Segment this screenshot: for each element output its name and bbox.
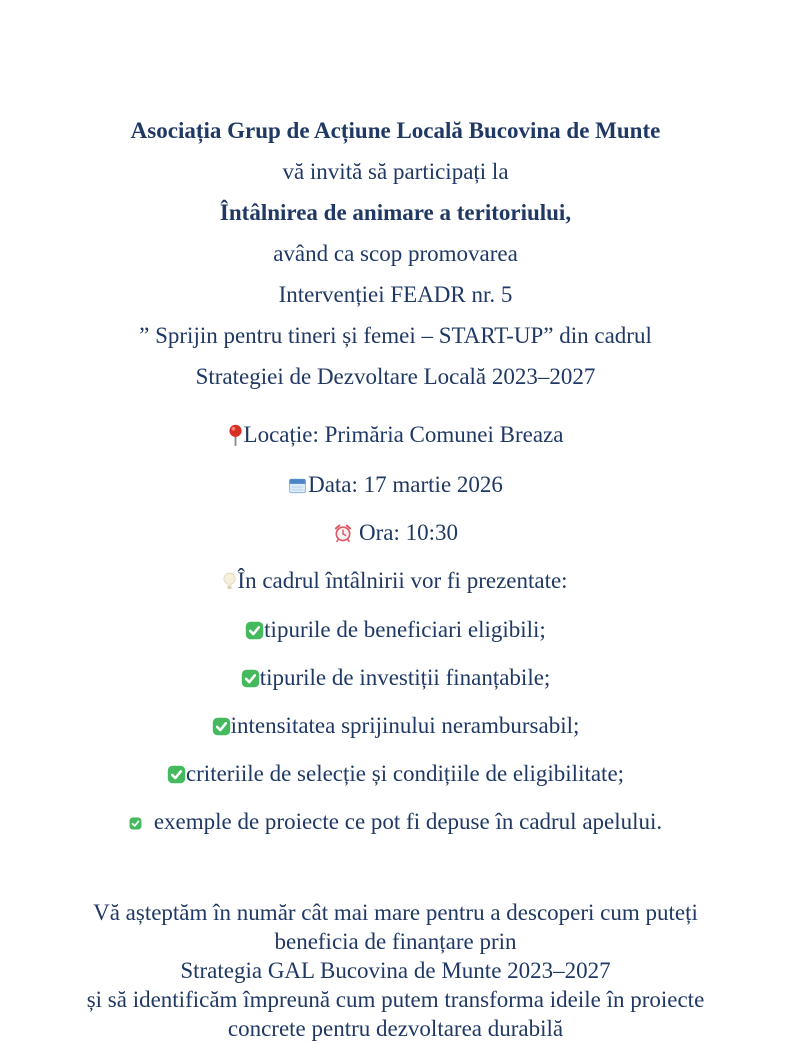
closing-line: Strategia GAL Bucovina de Munte 2023–2027 <box>180 958 611 983</box>
check-mark-icon <box>212 706 231 751</box>
program-name-line: ” Sprijin pentru tineri și femei – START-UP” din cadrul <box>139 323 652 348</box>
intro-label: În cadrul întâlnirii vor fi prezentate: <box>237 568 568 593</box>
alarm-clock-icon <box>333 513 353 558</box>
checklist-item-label: tipurile de beneficiari eligibili; <box>264 617 546 642</box>
purpose-line: având ca scop promovarea <box>273 241 518 266</box>
check-mark-icon <box>241 658 260 703</box>
check-mark-icon <box>129 800 142 845</box>
check-mark-icon <box>167 754 186 799</box>
checklist-item <box>0 799 791 845</box>
checklist-item-label: criteriile de selecție și condițiile de eligibilitate; <box>185 761 625 786</box>
checklist-item <box>0 703 791 751</box>
invitation-line: vă invită să participați la <box>282 159 509 184</box>
closing-line: Vă așteptăm în număr cât mai mare pentru a descoperi cum puteți <box>93 900 698 925</box>
organization-title: Asociația Grup de Acțiune Locală Bucovina de Munte <box>130 118 661 143</box>
date-label: Data: 17 martie 2026 <box>308 472 503 497</box>
calendar-icon <box>288 465 307 510</box>
closing-line: și să identificăm împreună cum putem transforma ideile în proiecte <box>86 987 705 1012</box>
closing-paragraph <box>0 898 791 1043</box>
time-label: Ora: 10:30 <box>358 520 458 545</box>
closing-line: beneficia de finanțare prin <box>274 929 517 954</box>
checklist-item <box>0 655 791 703</box>
strategy-line: Strategiei de Dezvoltare Locală 2023–2027 <box>195 364 596 389</box>
event-title: Întâlnirea de animare a teritoriului, <box>219 200 572 225</box>
time-line <box>0 510 791 558</box>
closing-line: concrete pentru dezvoltarea durabilă <box>227 1016 564 1041</box>
checklist-item <box>0 751 791 799</box>
date-line <box>0 462 791 510</box>
header-block <box>0 0 791 397</box>
intro-line <box>0 558 791 607</box>
checklist-item-label: exemple de proiecte ce pot fi depuse în cadrul apelului. <box>153 809 663 834</box>
checklist-item-label: tipurile de investiții finanțabile; <box>259 665 551 690</box>
location-line <box>0 412 791 462</box>
intervention-line: Intervenției FEADR nr. 5 <box>278 282 513 307</box>
checklist-block <box>0 607 791 845</box>
location-label: Locație: Primăria Comunei Breaza <box>243 422 564 447</box>
lightbulb-icon <box>223 562 236 607</box>
pin-icon <box>228 417 243 462</box>
checklist-item-label: intensitatea sprijinului nerambursabil; <box>230 713 580 738</box>
event-details-block <box>0 412 791 607</box>
check-mark-icon <box>245 610 264 655</box>
checklist-item <box>0 607 791 655</box>
